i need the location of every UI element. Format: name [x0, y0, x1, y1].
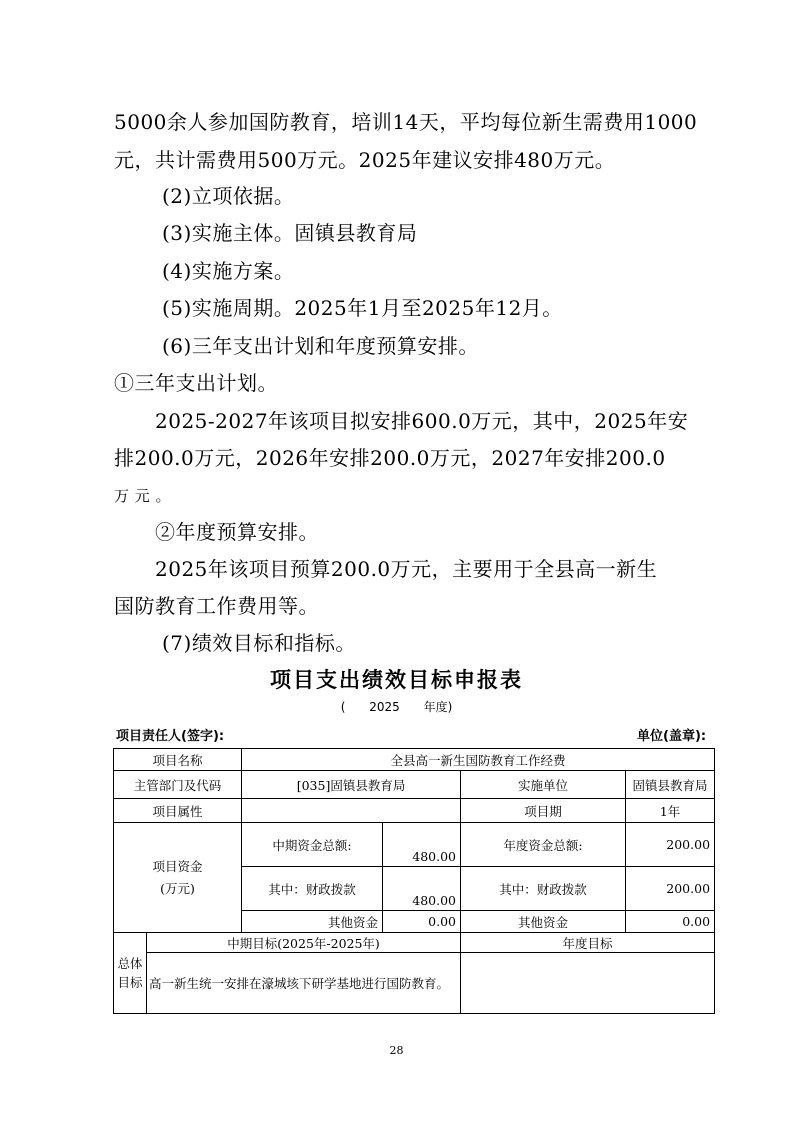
- mid-other-label: 其他资金: [242, 911, 383, 933]
- paragraph-line: 万 元 。: [114, 487, 172, 505]
- mid-total-label: 中期资金总额:: [242, 823, 383, 867]
- year-other-value: 0.00: [626, 911, 715, 933]
- attr-label: 项目属性: [114, 799, 242, 823]
- year-total-value: 200.00: [626, 823, 715, 867]
- period-value: 1年: [626, 799, 715, 823]
- year-open-paren: (: [340, 700, 346, 714]
- year-goal-header: 年度目标: [461, 933, 715, 953]
- table-row: [114, 953, 715, 1014]
- paragraph-line: (5)实施周期。2025年1月至2025年12月。: [162, 296, 563, 320]
- paragraph-line: 排200.0万元，2026年安排200.0万元，2027年安排200.0: [114, 446, 666, 470]
- year-goal-text: [461, 953, 715, 1014]
- form-year: [0, 698, 793, 715]
- paragraph-line: ②年度预算安排。: [155, 520, 319, 544]
- paragraph-line: ①三年支出计划。: [114, 371, 278, 395]
- table-row: [114, 749, 715, 771]
- funds-label-cell: [114, 823, 242, 933]
- year-fiscal-value: 200.00: [626, 867, 715, 911]
- year-other-label: 其他资金: [461, 911, 626, 933]
- form-title: 项目支出绩效目标申报表: [270, 668, 523, 692]
- paragraph-line: 2025年该项目预算200.0万元，主要用于全县高一新生: [155, 557, 658, 581]
- paragraph-line: 国防教育工作费用等。: [114, 594, 319, 618]
- page-number: 28: [389, 1044, 404, 1057]
- impl-unit-label: 实施单位: [461, 771, 626, 799]
- paragraph-line: (6)三年支出计划和年度预算安排。: [162, 334, 479, 358]
- mid-goal-header: 中期目标(2025年-2025年): [147, 933, 461, 953]
- goal-side-label: 总体目标: [114, 933, 147, 1014]
- attr-value: [242, 799, 461, 823]
- paragraph-line: 元，共计需费用500万元。2025年建议安排480万元。: [114, 148, 616, 172]
- table-row: [114, 823, 715, 867]
- responsible-label: 项目责任人(签字):: [116, 729, 225, 744]
- mid-other-value: 0.00: [383, 911, 461, 933]
- table-row: [114, 799, 715, 823]
- paragraph-line: (7)绩效目标和指标。: [162, 631, 356, 655]
- paragraph-line: 5000余人参加国防教育，培训14天，平均每位新生需费用1000: [114, 110, 698, 134]
- table-row: [114, 771, 715, 799]
- project-name-label: 项目名称: [114, 749, 242, 771]
- funds-label: 项目资金: [152, 858, 203, 874]
- paragraph-line: (3)实施主体。固镇县教育局: [162, 221, 418, 245]
- mid-fiscal-value: 480.00: [383, 867, 461, 911]
- project-name-value: 全县高一新生国防教育工作经费: [242, 749, 715, 771]
- year-value: 2025: [369, 700, 400, 714]
- year-fiscal-label: 其中：财政拨款: [461, 867, 626, 911]
- period-label: 项目期: [461, 799, 626, 823]
- unit-seal-label: 单位(盖章):: [637, 729, 707, 744]
- paragraph-line: 2025-2027年该项目拟安排600.0万元，其中，2025年安: [155, 409, 689, 433]
- mid-total-value: 480.00: [383, 823, 461, 867]
- funds-unit: (万元): [160, 880, 195, 896]
- mid-goal-text: 高一新生统一安排在濠城垓下研学基地进行国防教育。: [147, 953, 461, 1014]
- impl-unit-value: 固镇县教育局: [626, 771, 715, 799]
- paragraph-line: (2)立项依据。: [162, 184, 295, 208]
- year-suffix: 年度): [423, 700, 453, 714]
- table-row: [114, 933, 715, 953]
- year-total-label: 年度资金总额:: [461, 823, 626, 867]
- mid-fiscal-label: 其中：财政拨款: [242, 867, 383, 911]
- performance-target-table: [113, 748, 715, 1014]
- paragraph-line: (4)实施方案。: [162, 259, 295, 283]
- dept-value: [035]固镇县教育局: [242, 771, 461, 799]
- dept-label: 主管部门及代码: [114, 771, 242, 799]
